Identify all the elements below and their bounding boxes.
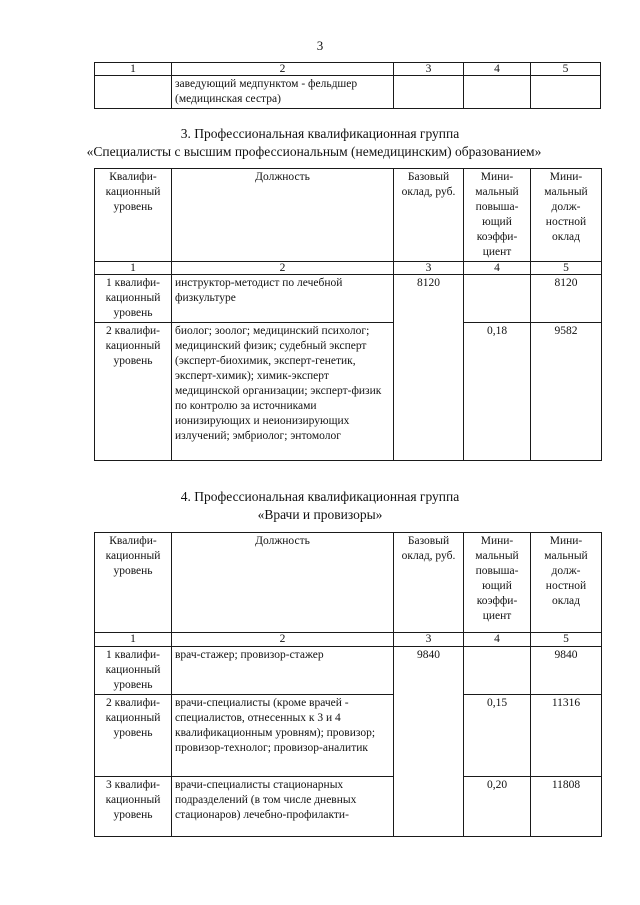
- salary-cell: 11316: [531, 695, 602, 777]
- salary-cell: 8120: [531, 275, 602, 323]
- coef-cell: [464, 647, 531, 695]
- base-cell: [394, 777, 464, 837]
- level-cell: 2 квалифи-кационный уровень: [95, 323, 172, 461]
- position-cell: врач-стажер; провизор-стажер: [172, 647, 394, 695]
- section3-title: 3. Профессиональная квалификационная группа: [180, 126, 460, 141]
- col-number: 2: [172, 63, 394, 76]
- col-number: 5: [531, 633, 602, 647]
- position-cell: инструктор-методист по лечебной физкультуре: [172, 275, 394, 323]
- coef-cell: [464, 275, 531, 323]
- section4-title: 4. Профессиональная квалификационная группа: [180, 489, 460, 504]
- col-number: 1: [95, 63, 172, 76]
- col-number: 3: [394, 262, 464, 275]
- col-number: 5: [531, 262, 602, 275]
- page-number: 3: [316, 38, 324, 53]
- position-cell: врачи-специалисты (кроме врачей - специалистов, отнесенных к 3 и 4 квалификационным уровням); провизор; провизор-технолог; провизор-аналитик: [172, 695, 394, 777]
- col-number: 5: [531, 63, 601, 76]
- section3-table: [94, 168, 602, 461]
- col-number: 3: [394, 63, 464, 76]
- salary-cell: 9582: [531, 323, 602, 461]
- base-cell: 8120: [394, 275, 464, 323]
- salary-cell: 9840: [531, 647, 602, 695]
- header-base: Базовый оклад, руб.: [394, 169, 464, 262]
- base-cell: 9840: [394, 647, 464, 695]
- col-number: 1: [95, 262, 172, 275]
- position-cell: заведующий медпунктом - фельдшер (медицинская сестра): [172, 76, 394, 109]
- col-number: 3: [394, 633, 464, 647]
- header-salary: Мини-мальный долж-ностной оклад: [531, 169, 602, 262]
- table-cell: [394, 76, 464, 109]
- section3-subtitle: «Специалисты с высшим профессиональным (немедицинским) образованием»: [86, 144, 542, 159]
- base-cell: [394, 323, 464, 461]
- level-cell: 1 квалифи-кационный уровень: [95, 275, 172, 323]
- header-salary: Мини-мальный долж-ностной оклад: [531, 533, 602, 633]
- coef-cell: 0,15: [464, 695, 531, 777]
- position-cell: биолог; зоолог; медицинский психолог; медицинский физик; судебный эксперт (эксперт-биохимик, эксперт-генетик, эксперт-химик); химик-эксперт медицинской организации; эксперт-физик по контролю за источниками ионизирующих и неионизирующих излучений; эмбриолог; энтомолог: [172, 323, 394, 461]
- col-number: 4: [464, 63, 531, 76]
- header-base: Базовый оклад, руб.: [394, 533, 464, 633]
- coef-cell: 0,18: [464, 323, 531, 461]
- header-coef: Мини-мальный повыша-ющий коэффи-циент: [464, 169, 531, 262]
- col-number: 2: [172, 633, 394, 647]
- section4-table: [94, 532, 602, 837]
- col-number: 1: [95, 633, 172, 647]
- coef-cell: 0,20: [464, 777, 531, 837]
- table-cell: [464, 76, 531, 109]
- continuation-table: [94, 62, 601, 109]
- salary-cell: 11808: [531, 777, 602, 837]
- header-level: Квалифи-кационный уровень: [95, 169, 172, 262]
- table-cell: [95, 76, 172, 109]
- header-position: Должность: [172, 169, 394, 262]
- header-position: Должность: [172, 533, 394, 633]
- col-number: 4: [464, 633, 531, 647]
- level-cell: 1 квалифи-кационный уровень: [95, 647, 172, 695]
- level-cell: 3 квалифи-кационный уровень: [95, 777, 172, 837]
- header-coef: Мини-мальный повыша-ющий коэффи-циент: [464, 533, 531, 633]
- level-cell: 2 квалифи-кационный уровень: [95, 695, 172, 777]
- col-number: 4: [464, 262, 531, 275]
- col-number: 2: [172, 262, 394, 275]
- base-cell: [394, 695, 464, 777]
- header-level: Квалифи-кационный уровень: [95, 533, 172, 633]
- position-cell: врачи-специалисты стационарных подразделений (в том числе дневных стационаров) лечебно-профилакти-: [172, 777, 394, 837]
- table-cell: [531, 76, 601, 109]
- section4-subtitle: «Врачи и провизоры»: [257, 507, 383, 522]
